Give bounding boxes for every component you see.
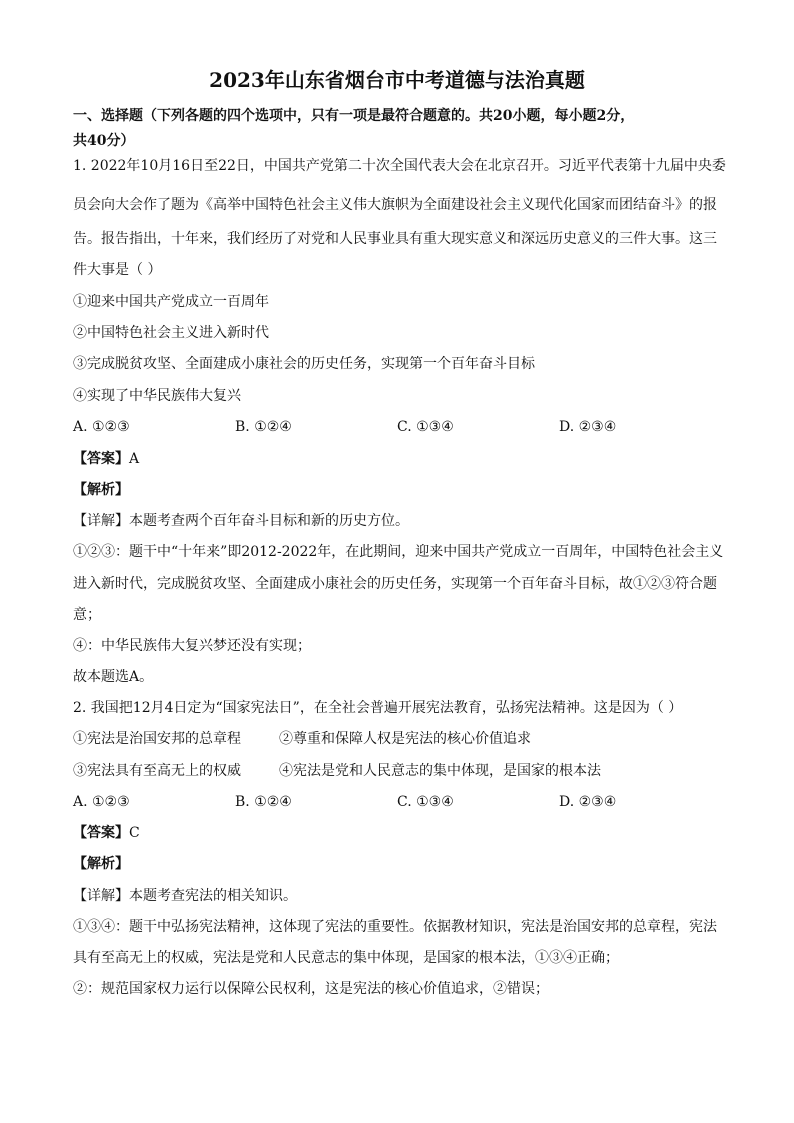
q1-option-c: C. ①③④ — [397, 419, 454, 435]
q2-explain-1: ①③④：题干中弘扬宪法精神，这体现了宪法的重要性。依据教材知识，宪法是治国安邦的总章程，宪法 — [73, 919, 717, 935]
q1-options — [73, 417, 734, 437]
q2-options — [73, 792, 734, 812]
q1-answer — [73, 449, 734, 469]
q2-items-row-2 — [73, 761, 734, 781]
q2-item-1: ①宪法是治国安邦的总章程 — [73, 731, 241, 747]
q1-stem-line-3: 告。报告指出，十年来，我们经历了对党和人民事业具有重大现实意义和深远历史意义的三件大事。这三 — [73, 231, 717, 247]
q1-explain-3: 意； — [73, 607, 101, 623]
q2-option-c: C. ①③④ — [397, 794, 454, 810]
q2-option-b: B. ①②④ — [235, 794, 292, 810]
section-heading-cont: 共40分） — [73, 133, 135, 149]
q1-item-3: ③完成脱贫攻坚、全面建成小康社会的历史任务，实现第一个百年奋斗目标 — [73, 356, 535, 372]
q2-detail-text: 本题考查宪法的相关知识。 — [129, 888, 297, 904]
q2-detail — [73, 886, 734, 906]
answer-label: 【答案】 — [73, 451, 129, 467]
q1-item-4: ④实现了中华民族伟大复兴 — [73, 388, 241, 404]
q1-explain-2: 进入新时代，完成脱贫攻坚、全面建成小康社会的历史任务，实现第一个百年奋斗目标，故①②③符合题 — [73, 576, 717, 592]
q2-answer — [73, 823, 734, 843]
q1-item-1: ①迎来中国共产党成立一百周年 — [73, 294, 269, 310]
section-heading: 一、选择题（下列各题的四个选项中，只有一项是最符合题意的。共20小题，每小题2分， — [73, 108, 635, 124]
q2-stem: 2. 我国把12月4日定为“国家宪法日”，在全社会普遍开展宪法教育，弘扬宪法精神。这是因为（ ） — [73, 700, 683, 716]
analysis-label: 【解析】 — [73, 482, 129, 498]
q2-explain-3: ②：规范国家权力运行以保障公民权利，这是宪法的核心价值追求，②错误； — [73, 981, 549, 997]
detail-label: 【详解】 — [73, 513, 129, 529]
q2-option-d: D. ②③④ — [559, 794, 617, 810]
q1-stem-line-2: 员会向大会作了题为《高举中国特色社会主义伟大旗帜为全面建设社会主义现代化国家而团结奋斗》的报 — [73, 197, 717, 213]
q1-stem-line-1: 1. 2022年10月16日至22日，中国共产党第二十次全国代表大会在北京召开。习近平代表第十九届中央委 — [73, 158, 726, 174]
q1-stem-line-4: 件大事是（ ） — [73, 262, 162, 278]
q1-detail — [73, 511, 734, 531]
q2-option-a: A. ①②③ — [73, 794, 130, 810]
q2-item-3: ③宪法具有至高无上的权威 — [73, 763, 241, 779]
q1-detail-text: 本题考查两个百年奋斗目标和新的历史方位。 — [129, 513, 409, 529]
q1-item-2: ②中国特色社会主义进入新时代 — [73, 325, 269, 341]
q1-option-a: A. ①②③ — [73, 419, 130, 435]
q2-item-4: ④宪法是党和人民意志的集中体现，是国家的根本法 — [279, 763, 601, 779]
q1-explain-4: ④：中华民族伟大复兴梦还没有实现； — [73, 638, 311, 654]
q1-option-d: D. ②③④ — [559, 419, 617, 435]
q1-answer-value: A — [129, 451, 140, 467]
detail-label: 【详解】 — [73, 888, 129, 904]
q1-option-b: B. ①②④ — [235, 419, 292, 435]
q2-items-row-1 — [73, 729, 734, 749]
q2-analysis — [73, 854, 734, 874]
q2-answer-value: C — [129, 825, 140, 841]
analysis-label: 【解析】 — [73, 856, 129, 872]
q2-item-2: ②尊重和保障人权是宪法的核心价值追求 — [279, 731, 531, 747]
page-title: 2023年山东省烟台市中考道德与法治真题 — [209, 68, 585, 92]
q2-explain-2: 具有至高无上的权威，宪法是党和人民意志的集中体现，是国家的根本法，①③④正确； — [73, 950, 619, 966]
q1-analysis — [73, 480, 734, 500]
q1-explain-1: ①②③：题干中“十年来”即2012-2022年，在此期间，迎来中国共产党成立一百周年，中国特色社会主义 — [73, 544, 724, 560]
q1-explain-5: 故本题选A。 — [73, 669, 154, 685]
answer-label: 【答案】 — [73, 825, 129, 841]
